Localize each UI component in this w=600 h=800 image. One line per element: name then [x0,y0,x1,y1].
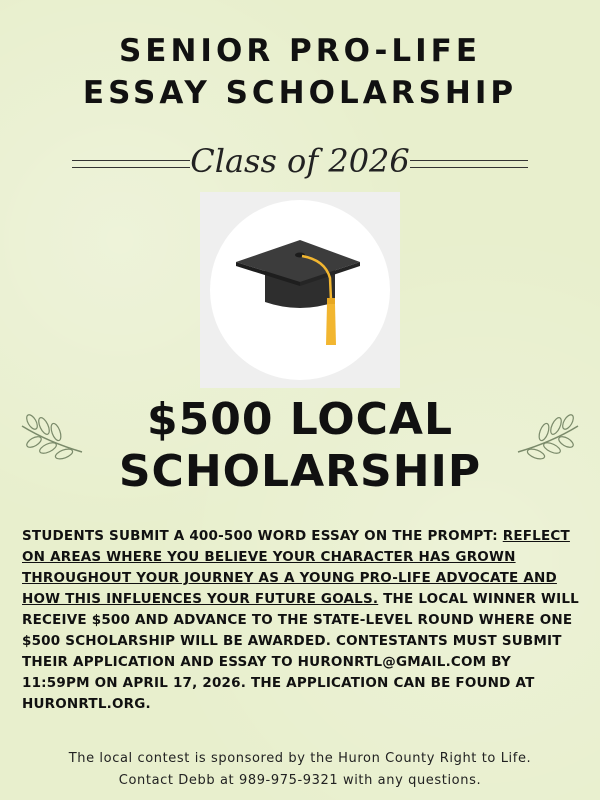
footer [0,748,600,792]
title-line-2: ESSAY SCHOLARSHIP [82,75,518,111]
headline-line-1: $500 LOCAL [146,394,454,445]
cap-circle [210,200,390,380]
class-of-row [0,142,600,192]
description-text [22,526,580,715]
contact-note: Contact Debb at 989-975-9321 with any questions. [118,773,482,788]
graduation-cap-image [200,192,400,388]
title-line-1: SENIOR PRO-LIFE [118,33,482,69]
body-intro: STUDENTS SUBMIT A 400-500 WORD ESSAY ON THE PROMPT: [22,528,503,544]
poster-title [0,30,600,114]
graduation-cap-icon [210,200,390,380]
sponsor-note: The local contest is sponsored by the Huron County Right to Life. [68,751,532,766]
body-details: THE LOCAL WINNER WILL RECEIVE $500 AND ADVANCE TO THE STATE-LEVEL ROUND WHERE ONE $500 SCHOLARSHIP WILL BE AWARDED. CONTESTANTS MUST SUBMIT THEIR APPLICATION AND ESSAY TO HURONRTL@GMAIL.COM BY 11:59PM ON APRIL 17, 2026. THE APPLICATION CAN BE FOUND AT HURONRTL.ORG. [22,591,579,712]
class-label: Class of 2026 [190,142,410,180]
scholarship-headline [0,394,600,498]
essay-prompt: REFLECT ON AREAS WHERE YOU BELIEVE YOUR CHARACTER HAS GROWN THROUGHOUT YOUR JOURNEY AS A YOUNG PRO-LIFE ADVOCATE AND HOW THIS INFLUENCES YOUR FUTURE GOALS. [22,528,570,607]
headline-line-2: SCHOLARSHIP [118,446,482,497]
divider-right [410,160,528,168]
